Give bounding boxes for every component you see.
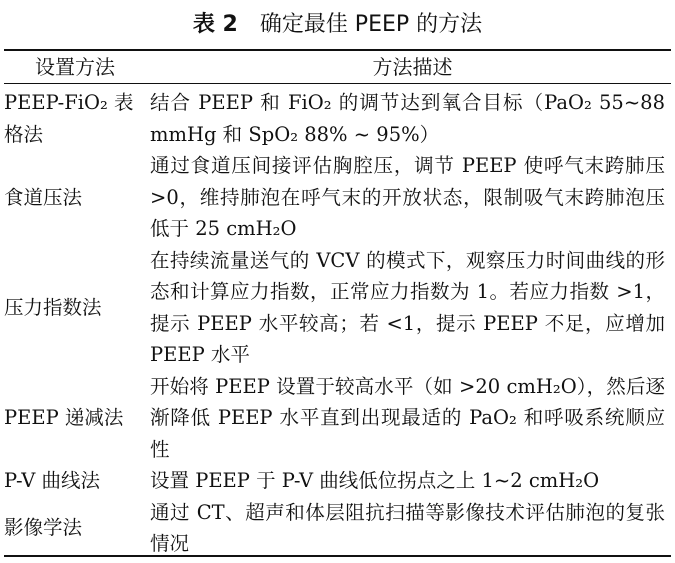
description-cell: 开始将 PEEP 设置于较高水平（如 >20 cmH₂O），然后逐渐降低 PEEP 水平直到出现最适的 PaO₂ 和呼吸系统顺应性 — [150, 374, 665, 461]
description-cell: 设置 PEEP 于 P-V 曲线低位拐点之上 1~2 cmH₂O — [150, 469, 600, 492]
method-cell: P-V 曲线法 — [4, 469, 101, 492]
top-rule — [4, 49, 671, 51]
table-number: 表 2 — [192, 12, 238, 37]
table-title: 确定最佳 PEEP 的方法 — [259, 12, 483, 37]
method-cell: 压力指数法 — [4, 295, 102, 319]
table-body — [4, 87, 671, 560]
table-row — [4, 371, 671, 466]
method-cell: 影像学法 — [4, 516, 83, 540]
header-rule — [4, 83, 671, 84]
table-header — [4, 52, 671, 82]
method-cell: PEEP 递减法 — [4, 406, 124, 429]
table-caption — [0, 10, 675, 40]
table-row — [4, 150, 671, 245]
description-cell: 通过 CT、超声和体层阻抗扫描等影像技术评估肺泡的复张情况 — [150, 500, 665, 555]
method-cell: PEEP-FiO₂ 表格法 — [4, 91, 134, 146]
description-cell: 在持续流量送气的 VCV 的模式下，观察压力时间曲线的形态和计算应力指数，正常应力指数为 1。若应力指数 >1，提示 PEEP 水平较高；若 <1，提示 PEEP 不足，应增加 PEEP 水平 — [150, 248, 665, 366]
table-row — [4, 245, 671, 371]
column-header-description: 方法描述 — [372, 55, 453, 79]
method-cell: 食道压法 — [4, 185, 83, 209]
description-cell: 结合 PEEP 和 FiO₂ 的调节达到氧合目标（PaO₂ 55~88 mmHg 和 SpO₂ 88% ~ 95%） — [150, 91, 665, 146]
table-row — [4, 497, 671, 560]
description-cell: 通过食道压间接评估胸腔压，调节 PEEP 使呼气末跨肺压 >0，维持肺泡在呼气末的开放状态，限制吸气末跨肺泡压低于 25 cmH₂O — [150, 154, 665, 240]
column-header-method: 设置方法 — [35, 55, 115, 79]
table-row — [4, 465, 671, 497]
bottom-rule — [4, 555, 671, 557]
table-row — [4, 87, 671, 150]
